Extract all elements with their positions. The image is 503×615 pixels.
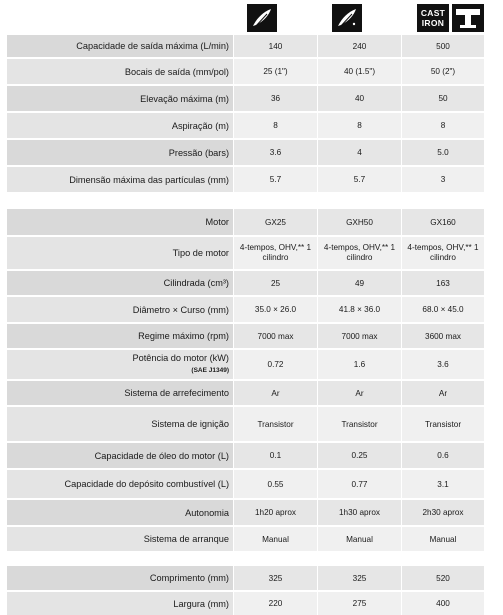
value-cell: Transistor: [402, 407, 484, 441]
value-cell: 8: [402, 113, 484, 138]
pump-icon: [452, 4, 484, 32]
value-cell: 3600 max: [402, 324, 484, 348]
value-cell: 0.72: [234, 350, 317, 379]
table-row: [7, 113, 501, 138]
value-cell: 4-tempos, OHV,** 1 cilindro: [234, 237, 317, 269]
value-cell: 4: [318, 140, 401, 165]
table-row: [7, 592, 501, 615]
value-cell: 0.1: [234, 443, 317, 468]
row-label: Capacidade do depósito combustível (L): [7, 470, 233, 498]
value-cell: Manual: [234, 527, 317, 551]
value-cell: 8: [234, 113, 317, 138]
value-cell: 3.1: [402, 470, 484, 498]
value-cell: 25 (1"): [234, 59, 317, 84]
row-label: Elevação máxima (m): [7, 86, 233, 111]
value-cell: 3: [402, 167, 484, 192]
value-cell: 3.6: [402, 350, 484, 379]
row-label: Sistema de ignição: [7, 407, 233, 441]
value-cell: 325: [318, 566, 401, 590]
value-cell: 520: [402, 566, 484, 590]
value-cell: 50 (2"): [402, 59, 484, 84]
value-cell: Transistor: [318, 407, 401, 441]
value-cell: 25: [234, 271, 317, 295]
table-row: [7, 271, 501, 295]
row-label: Aspiração (m): [7, 113, 233, 138]
value-cell: 41.8 × 36.0: [318, 297, 401, 322]
power-label: Potência do motor (kW): [132, 353, 229, 363]
value-cell: 500: [402, 35, 484, 57]
row-label: Diâmetro × Curso (mm): [7, 297, 233, 322]
table-row: [7, 407, 501, 441]
table-row: [7, 443, 501, 468]
row-label: Dimensão máxima das partículas (mm): [7, 167, 233, 192]
row-label: Motor: [7, 209, 233, 235]
row-label: Capacidade de saída máxima (L/min): [7, 35, 233, 57]
value-cell: 2h30 aprox: [402, 500, 484, 525]
power-sublabel: (SAE J1349): [191, 367, 229, 374]
table-row: [7, 350, 501, 379]
value-cell: 0.77: [318, 470, 401, 498]
value-cell: 240: [318, 35, 401, 57]
row-label: Bocais de saída (mm/pol): [7, 59, 233, 84]
row-label: Cilindrada (cm³): [7, 271, 233, 295]
row-label: Largura (mm): [7, 592, 233, 615]
value-cell: GX160: [402, 209, 484, 235]
table-row: [7, 209, 501, 235]
cast-iron-badge: CAST IRON: [417, 4, 449, 32]
value-cell: 8: [318, 113, 401, 138]
value-cell: 50: [402, 86, 484, 111]
value-cell: Transistor: [234, 407, 317, 441]
value-cell: 40 (1.5"): [318, 59, 401, 84]
row-label: [7, 350, 233, 379]
value-cell: 35.0 × 26.0: [234, 297, 317, 322]
value-cell: GXH50: [318, 209, 401, 235]
value-cell: 0.55: [234, 470, 317, 498]
value-cell: 5.7: [234, 167, 317, 192]
value-cell: GX25: [234, 209, 317, 235]
value-cell: 0.25: [318, 443, 401, 468]
value-cell: 220: [234, 592, 317, 615]
table-row: [7, 140, 501, 165]
value-cell: Manual: [402, 527, 484, 551]
row-label: Comprimento (mm): [7, 566, 233, 590]
header-icons: [0, 0, 503, 34]
row-label: Regime máximo (rpm): [7, 324, 233, 348]
value-cell: 1h30 aprox: [318, 500, 401, 525]
row-label: Capacidade de óleo do motor (L): [7, 443, 233, 468]
table-row: [7, 527, 501, 551]
dirty-water-icon: [332, 4, 362, 32]
row-label: Sistema de arrefecimento: [7, 381, 233, 405]
value-cell: 3.6: [234, 140, 317, 165]
performance-table: [7, 35, 501, 192]
value-cell: 5.7: [318, 167, 401, 192]
value-cell: 36: [234, 86, 317, 111]
value-cell: 400: [402, 592, 484, 615]
row-label: Pressão (bars): [7, 140, 233, 165]
value-cell: Manual: [318, 527, 401, 551]
value-cell: 325: [234, 566, 317, 590]
dimensions-table: [7, 566, 501, 615]
value-cell: 163: [402, 271, 484, 295]
table-row: [7, 86, 501, 111]
value-cell: 140: [234, 35, 317, 57]
table-row: [7, 500, 501, 525]
value-cell: 7000 max: [234, 324, 317, 348]
value-cell: Ar: [318, 381, 401, 405]
value-cell: 4-tempos, OHV,** 1 cilindro: [402, 237, 484, 269]
value-cell: Ar: [402, 381, 484, 405]
value-cell: Ar: [234, 381, 317, 405]
value-cell: 68.0 × 45.0: [402, 297, 484, 322]
value-cell: 0.6: [402, 443, 484, 468]
table-row: [7, 470, 501, 498]
table-row: [7, 237, 501, 269]
table-row: [7, 297, 501, 322]
value-cell: 7000 max: [318, 324, 401, 348]
value-cell: 275: [318, 592, 401, 615]
table-row: [7, 381, 501, 405]
value-cell: 1.6: [318, 350, 401, 379]
clean-water-icon: [247, 4, 277, 32]
table-row: [7, 59, 501, 84]
value-cell: 4-tempos, OHV,** 1 cilindro: [318, 237, 401, 269]
row-label: Tipo de motor: [7, 237, 233, 269]
engine-table: [7, 209, 501, 551]
table-row: [7, 324, 501, 348]
row-label: Autonomia: [7, 500, 233, 525]
value-cell: 1h20 aprox: [234, 500, 317, 525]
row-label: Sistema de arranque: [7, 527, 233, 551]
table-row: [7, 167, 501, 192]
value-cell: 40: [318, 86, 401, 111]
value-cell: 49: [318, 271, 401, 295]
value-cell: 5.0: [402, 140, 484, 165]
table-row: [7, 35, 501, 57]
table-row: [7, 566, 501, 590]
